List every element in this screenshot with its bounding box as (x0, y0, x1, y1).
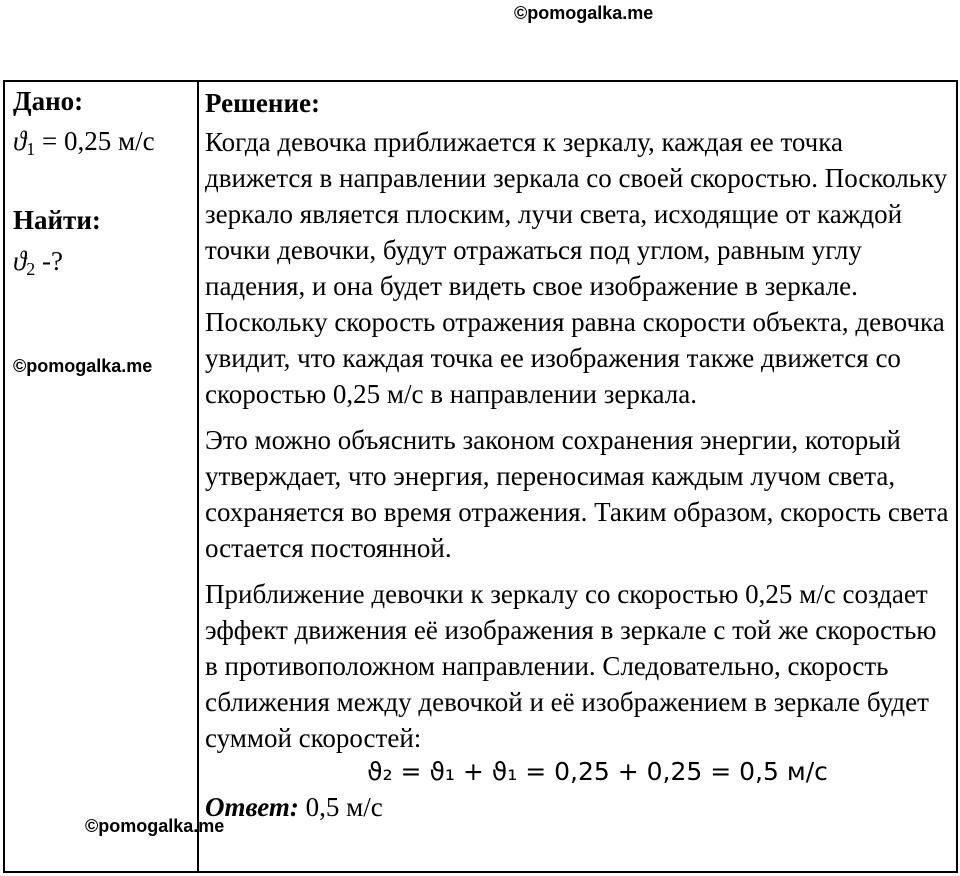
solution-formula: ϑ₂ = ϑ₁ + ϑ₁ = 0,25 + 0,25 = 0,5 м/с (367, 757, 828, 786)
solution-column (205, 85, 950, 834)
solution-table (3, 80, 958, 873)
answer-label: Ответ: (205, 792, 299, 822)
answer-line (205, 790, 950, 824)
given-variable: ϑ (13, 126, 27, 156)
answer-value: 0,5 м/с (298, 792, 383, 822)
solution-paragraph-1: Когда девочка приближается к зеркалу, каждая ее точка движется в направлении зеркала со своей скоростью. Поскольку зеркало является плоским, лучи света, исходящие от каждой точки девочки, будут отражаться под углом, равным углу падения, и она будет видеть свое изображение в зеркале. Поскольку скорость отражения равна скорости объекта, девочка увидит, что каждая точка ее изображения также движется со скоростью 0,25 м/с в направлении зеркала. (205, 127, 948, 409)
solution-heading: Решение: (205, 88, 320, 118)
given-value (13, 125, 155, 157)
given-heading: Дано: (13, 86, 84, 116)
find-subscript: 2 (26, 259, 36, 279)
given-amount: = 0,25 м/с (35, 126, 155, 156)
watermark-left: ©pomogalka.me (13, 356, 153, 376)
find-suffix: -? (35, 246, 63, 276)
find-heading: Найти: (13, 205, 101, 235)
find-variable: ϑ (13, 246, 27, 276)
given-subscript: 1 (26, 139, 36, 159)
find-value (13, 245, 63, 277)
solution-paragraph-3: Приближение девочки к зеркалу со скоростью 0,25 м/с создает эффект движения её изображения в зеркале с той же скоростью в противоположном направлении. Следовательно, скорость сближения между девочкой и её изображением в зеркале будет суммой скоростей: (205, 579, 937, 753)
watermark-top: ©pomogalka.me (514, 3, 654, 23)
solution-paragraph-2: Это можно объяснить законом сохранения энергии, который утверждает, что энергия, переносимая каждым лучом света, сохраняется во время отражения. Таким образом, скорость света остается постоянной. (205, 425, 949, 563)
column-divider (197, 82, 199, 871)
watermark-bottom: ©pomogalka.me (85, 816, 225, 836)
